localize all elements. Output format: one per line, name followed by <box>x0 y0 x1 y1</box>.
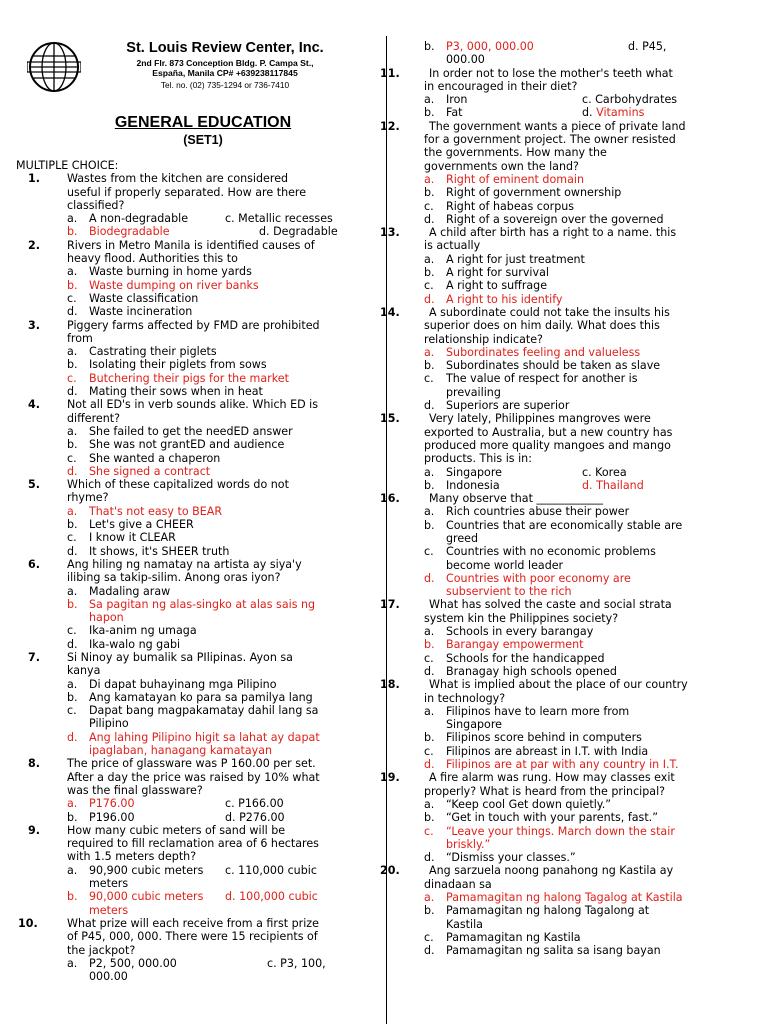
question-text: Si Ninoy ay bumalik sa PIlipinas. Ayon sa <box>67 650 293 664</box>
question-text: dinadaan sa <box>424 877 492 891</box>
question-text: What has solved the caste and social strata <box>429 598 672 612</box>
option-d: d. Right of a sovereign over the governed <box>424 212 664 226</box>
question-5 <box>28 478 365 558</box>
question-number: 16. <box>380 492 400 506</box>
option-a: a. Rich countries abuse their power <box>424 505 630 519</box>
question-number: 8. <box>28 757 40 771</box>
option-c-continued: prevailing <box>446 385 501 399</box>
question-text: What prize will each receive from a first prize <box>67 916 319 930</box>
question-text: A child after birth has a right to a name. this <box>429 226 677 240</box>
question-11 <box>380 66 732 120</box>
option-b: b. “Get in touch with your parents, fast.” <box>424 811 658 825</box>
option-row <box>67 957 365 970</box>
question-text: Very lately, Philippines mangroves were <box>429 412 651 426</box>
option-b: b. Fat <box>424 106 463 120</box>
option-row <box>67 811 365 824</box>
question-number: 18. <box>380 678 400 692</box>
option-d-answer: d. Ang lahing Pilipino higit sa lahat ay dapat <box>67 730 320 744</box>
option-row <box>67 890 365 903</box>
option-b: b. Indonesia <box>424 478 500 492</box>
option-b-continued: hapon <box>89 611 124 625</box>
option-b: b. Filipinos score behind in computers <box>424 731 642 745</box>
option-d-answer: d. Vitamins <box>582 106 645 120</box>
question-text: the governments. How many the <box>424 146 607 160</box>
option-c: c. Metallic recesses <box>225 212 333 226</box>
question-20 <box>380 864 732 958</box>
question-text: heavy flood. Authorities this to <box>67 252 238 266</box>
option-d-answer: d. Filipinos are at par with any country in I.T. <box>424 758 679 772</box>
question-text: After a day the price was raised by 10% what <box>67 770 320 784</box>
question-number: 12. <box>380 119 400 133</box>
question-number: 3. <box>28 318 40 332</box>
question-6 <box>28 557 365 651</box>
option-b-continued: greed <box>446 531 479 545</box>
option-a: a. Castrating their piglets <box>67 345 217 359</box>
option-a: a. A right for just treatment <box>424 252 585 266</box>
question-13 <box>380 226 732 306</box>
question-number: 9. <box>28 823 40 837</box>
option-c-continued: Pilipino <box>89 717 129 731</box>
question-text: ilibing sa takip-silim. Anong oras iyon? <box>67 571 281 585</box>
question-3 <box>28 318 365 399</box>
option-row <box>424 93 732 106</box>
option-c-continued: briskly.” <box>446 837 491 851</box>
option-c: c. 110,000 cubic <box>225 863 317 877</box>
question-text: system kin the Philippines society? <box>424 611 619 625</box>
question-number: 17. <box>380 598 400 612</box>
question-text: exported to Australia, but a new country has <box>424 425 673 439</box>
question-text: for a government project. The owner resisted <box>424 133 676 147</box>
question-text: relationship indicate? <box>424 332 543 346</box>
option-a: a. 90,900 cubic meters <box>67 863 204 877</box>
option-a: a. Madaling araw <box>67 584 171 598</box>
question-number: 4. <box>28 398 40 412</box>
option-d: d. Branagay high schools opened <box>424 664 617 678</box>
option-c-answer: c. Butchering their pigs for the market <box>67 371 289 385</box>
right-column <box>380 40 732 958</box>
option-d: d. Superiors are superior <box>424 399 570 413</box>
option-a: a. Singapore <box>424 465 502 479</box>
question-9 <box>28 823 365 917</box>
option-c: c. Korea <box>582 465 627 479</box>
option-row <box>424 40 732 53</box>
question-text: Wastes from the kitchen are considered <box>67 172 289 186</box>
option-d: d. Waste incineration <box>67 305 193 319</box>
option-row <box>424 466 732 479</box>
option-c-continued: become world leader <box>446 558 564 572</box>
option-c: c. Ika-anim ng umaga <box>67 624 197 638</box>
question-text: classified? <box>67 198 125 212</box>
question-text: A subordinate could not take the insults his <box>429 305 670 319</box>
question-text: was the final glassware? <box>67 783 203 797</box>
question-number: 10. <box>18 916 38 930</box>
question-text: In order not to lose the mother's teeth what <box>429 66 673 80</box>
question-text: kanya <box>67 664 101 678</box>
option-b-answer: b. Biodegradable <box>67 225 170 239</box>
option-c: c. Countries with no economic problems <box>424 545 656 559</box>
question-1 <box>28 172 365 239</box>
page-subtitle: (SET1) <box>183 133 223 147</box>
question-text: rhyme? <box>67 491 109 505</box>
option-a-continued: meters <box>89 877 129 891</box>
question-7 <box>28 650 365 758</box>
question-text: Ang sarzuela noong panahong ng Kastila ay <box>429 864 674 878</box>
address-line-1: 2nd Flr. 873 Conception Bldg. P. Campa St., <box>136 58 314 68</box>
question-text: required to fill reclamation area of 6 hectares <box>67 837 319 851</box>
question-text: What is implied about the place of our country <box>429 678 688 692</box>
option-b-answer: b. Sa pagitan ng alas-singko at alas sais ng <box>67 597 316 611</box>
option-row <box>67 864 365 877</box>
option-c: c. She wanted a chaperon <box>67 451 221 465</box>
option-a: a. Schools in every barangay <box>424 625 594 639</box>
option-row <box>67 225 365 238</box>
option-a: a. “Keep cool Get down quietly.” <box>424 797 612 811</box>
left-column <box>16 159 365 984</box>
option-a-answer: a. Right of eminent domain <box>424 172 584 186</box>
question-number: 19. <box>380 771 400 785</box>
question-text: A fire alarm was rung. How may classes exit <box>429 771 675 785</box>
option-c: c. P3, 100, <box>267 956 326 970</box>
question-text: Not all ED's in verb sounds alike. Which ED is <box>67 398 319 412</box>
option-c-answer: c. “Leave your things. March down the stair <box>424 824 675 838</box>
option-d: d. It shows, it's SHEER truth <box>67 544 230 558</box>
question-16 <box>380 492 732 599</box>
question-number: 7. <box>28 650 40 664</box>
option-b: b. She was not grantED and audience <box>67 438 285 452</box>
question-text: different? <box>67 411 121 425</box>
question-text: the jackpot? <box>67 943 136 957</box>
option-c: c. Carbohydrates <box>582 93 678 107</box>
option-a-answer: a. Subordinates feeling and valueless <box>424 345 641 359</box>
question-number: 20. <box>380 864 400 878</box>
option-d-continued: ipaglaban, hanagang kamatayan <box>89 744 273 758</box>
question-number: 1. <box>28 172 40 186</box>
question-19 <box>380 771 732 865</box>
question-text: How many cubic meters of sand will be <box>67 823 286 837</box>
option-b: b. Isolating their piglets from sows <box>67 358 267 372</box>
option-a-answer: a. Pamamagitan ng halong Tagalog at Kastila <box>424 891 683 904</box>
question-12 <box>380 119 732 226</box>
question-number: 11. <box>380 66 400 80</box>
option-b: b. Ang kamatayan ko para sa pamilya lang <box>67 690 313 704</box>
option-c: c. P166.00 <box>225 797 284 811</box>
option-a: a. Iron <box>424 93 468 107</box>
section-label: MULTIPLE CHOICE: <box>16 159 119 172</box>
option-row <box>67 797 365 810</box>
question-number: 14. <box>380 305 400 319</box>
option-a: a. Waste burning in home yards <box>67 265 252 279</box>
option-d-answer: d. Thailand <box>582 478 644 492</box>
option-d: d. “Dismiss your classes.” <box>424 851 576 865</box>
question-text: in technology? <box>424 691 506 705</box>
option-c: c. Waste classification <box>67 291 199 305</box>
question-10-continued <box>402 40 732 67</box>
question-15 <box>380 412 732 492</box>
option-row <box>67 212 365 225</box>
question-text: Rivers in Metro Manila is identified causes of <box>67 238 315 252</box>
question-number: 13. <box>380 226 400 240</box>
option-d: d. 100,000 cubic <box>225 890 318 904</box>
question-text: in encouraged in their diet? <box>424 79 578 93</box>
question-text: is actually <box>424 239 481 253</box>
question-number: 2. <box>28 238 40 252</box>
option-d-answer: d. She signed a contract <box>67 464 211 478</box>
question-text: The government wants a piece of private land <box>429 119 686 133</box>
option-b: b. Subordinates should be taken as slave <box>424 359 661 373</box>
address-line-2: España, Manila CP# +639238117845 <box>152 68 298 78</box>
option-c: c. Dapat bang magpakamatay dahil lang sa <box>67 704 319 718</box>
question-text: from <box>67 331 93 345</box>
question-number: 15. <box>380 412 400 426</box>
option-d-answer: d. Countries with poor economy are <box>424 571 631 585</box>
question-text: superior does on him daily. What does this <box>424 319 660 333</box>
question-text: with 1.5 meters depth? <box>67 850 197 864</box>
question-text: produced more quality mangoes and mango <box>424 438 671 452</box>
option-a-continued: Singapore <box>446 718 502 732</box>
option-a-answer: a. P176.00 <box>67 797 135 811</box>
option-a: a. Filipinos have to learn more from <box>424 704 630 718</box>
question-text: of P45, 000, 000. There were 15 recipients of <box>67 930 318 944</box>
option-b: b. A right for survival <box>424 266 549 280</box>
question-text: Which of these capitalized words do not <box>67 478 289 492</box>
option-c: c. Pamamagitan ng Kastila <box>424 930 581 944</box>
globe-logo-icon <box>27 40 81 94</box>
option-b-answer: b. Waste dumping on river banks <box>67 278 259 292</box>
question-number: 6. <box>28 557 40 571</box>
question-text: useful if properly separated. How are there <box>67 185 307 199</box>
option-b-answer: b. 90,000 cubic meters <box>67 890 204 904</box>
question-14 <box>380 305 732 413</box>
option-c: c. Right of habeas corpus <box>424 199 575 213</box>
option-a: a. A non-degradable <box>67 212 189 226</box>
option-c-continued: 000.00 <box>89 970 128 984</box>
question-number: 5. <box>28 478 40 492</box>
option-d-continued: subservient to the rich <box>446 585 572 599</box>
option-d: d. Degradable <box>259 225 338 239</box>
option-d: d. P276.00 <box>225 810 285 824</box>
option-b: b. Let's give a CHEER <box>67 518 194 532</box>
option-b: b. Right of government ownership <box>424 186 622 200</box>
option-a: a. She failed to get the needED answer <box>67 424 293 438</box>
question-text: products. This is in: <box>424 452 532 466</box>
question-text: properly? What is heard from the principal? <box>424 784 666 798</box>
option-b-continued: Kastila <box>446 917 483 931</box>
option-d-answer: d. A right to his identify <box>424 292 563 306</box>
option-a: a. Di dapat buhayinang mga Pilipino <box>67 677 277 691</box>
option-a: a. P2, 500, 000.00 <box>67 956 177 970</box>
question-text: The price of glassware was P 160.00 per set. <box>67 757 316 771</box>
option-row <box>424 106 732 119</box>
option-b-answer: b. Barangay empowerment <box>424 638 584 652</box>
question-text: governments own the land? <box>424 159 579 173</box>
option-b: b. Pamamagitan ng halong Tagalong at <box>424 904 650 918</box>
page-title: GENERAL EDUCATION <box>114 114 292 131</box>
option-c: c. Filipinos are abreast in I.T. with India <box>424 744 649 758</box>
option-b-continued: meters <box>89 903 129 917</box>
question-text: Many observe that ____________ <box>429 492 604 506</box>
option-c: c. A right to suffrage <box>424 279 548 293</box>
option-d: d. Mating their sows when in heat <box>67 385 263 399</box>
question-text: Piggery farms affected by FMD are prohibited <box>67 318 320 332</box>
question-2 <box>28 238 365 319</box>
option-b-answer: b. P3, 000, 000.00 <box>424 40 534 53</box>
option-row <box>424 479 732 492</box>
question-17 <box>380 598 732 678</box>
option-b: b. Countries that are economically stable are <box>424 518 683 532</box>
option-d: d. P45, <box>628 40 667 53</box>
question-text: Ang hiling ng namatay na artista ay siya'y <box>67 557 302 571</box>
option-c: c. The value of respect for another is <box>424 372 638 386</box>
telephone-line: Tel. no. (02) 735-1294 or 736-7410 <box>160 80 290 90</box>
option-c: c. Schools for the handicapped <box>424 651 605 665</box>
question-18 <box>380 678 732 772</box>
option-b: b. P196.00 <box>67 810 135 824</box>
option-a-answer: a. That's not easy to BEAR <box>67 504 223 518</box>
question-8 <box>28 757 365 824</box>
question-10 <box>18 916 365 984</box>
center-name: St. Louis Review Center, Inc. <box>126 40 324 56</box>
option-d: d. Ika-walo ng gabi <box>67 637 181 651</box>
option-d-continued: 000.00 <box>446 53 485 67</box>
option-c: c. I know it CLEAR <box>67 531 176 545</box>
option-d: d. Pamamagitan ng salita sa isang bayan <box>424 944 661 958</box>
question-4 <box>28 398 365 478</box>
